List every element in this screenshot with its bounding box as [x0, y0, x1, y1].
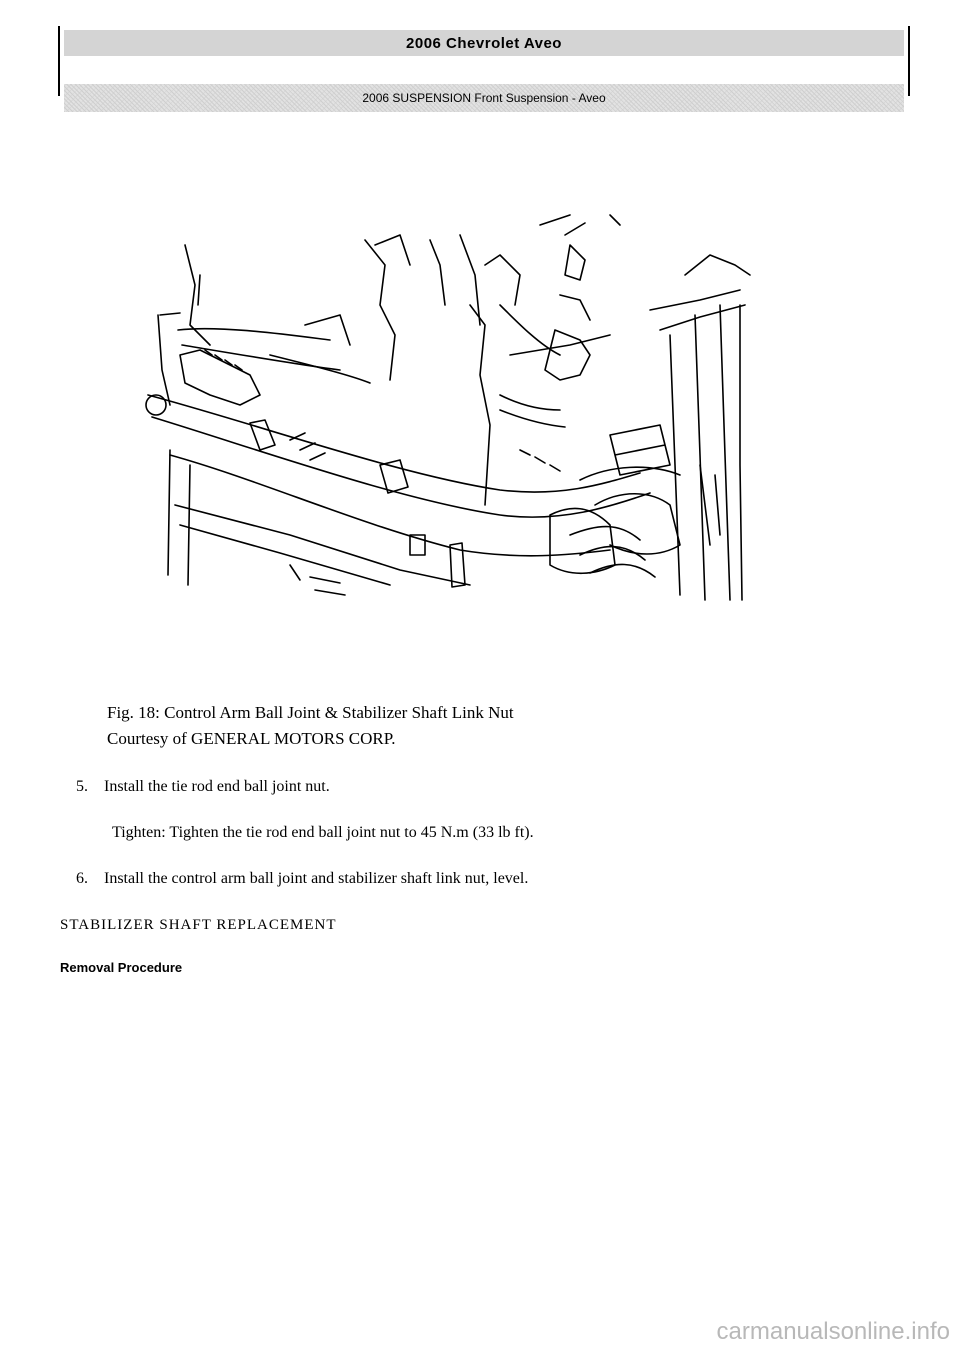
step-number: 6. [76, 870, 88, 887]
tighten-note: Tighten: Tighten the tie rod end ball joint nut to 45 N.m (33 lb ft). [112, 824, 534, 841]
step-number: 5. [76, 778, 88, 795]
step-text: Install the tie rod end ball joint nut. [104, 778, 330, 795]
suspension-illustration [140, 205, 760, 615]
document-title: 2006 Chevrolet Aveo [64, 30, 904, 56]
caption-credit: Courtesy of GENERAL MOTORS CORP. [107, 729, 396, 748]
page-header [58, 26, 910, 105]
caption-title: Fig. 18: Control Arm Ball Joint & Stabilizer Shaft Link Nut [107, 703, 514, 722]
document-subtitle: 2006 SUSPENSION Front Suspension - Aveo [64, 84, 904, 112]
watermark: carmanualsonline.info [716, 1318, 950, 1345]
sub-heading: Removal Procedure [60, 960, 183, 975]
figure-caption [107, 700, 747, 752]
step-text: Install the control arm ball joint and stabilizer shaft link nut, level. [104, 870, 529, 887]
section-heading: STABILIZER SHAFT REPLACEMENT [60, 917, 337, 933]
